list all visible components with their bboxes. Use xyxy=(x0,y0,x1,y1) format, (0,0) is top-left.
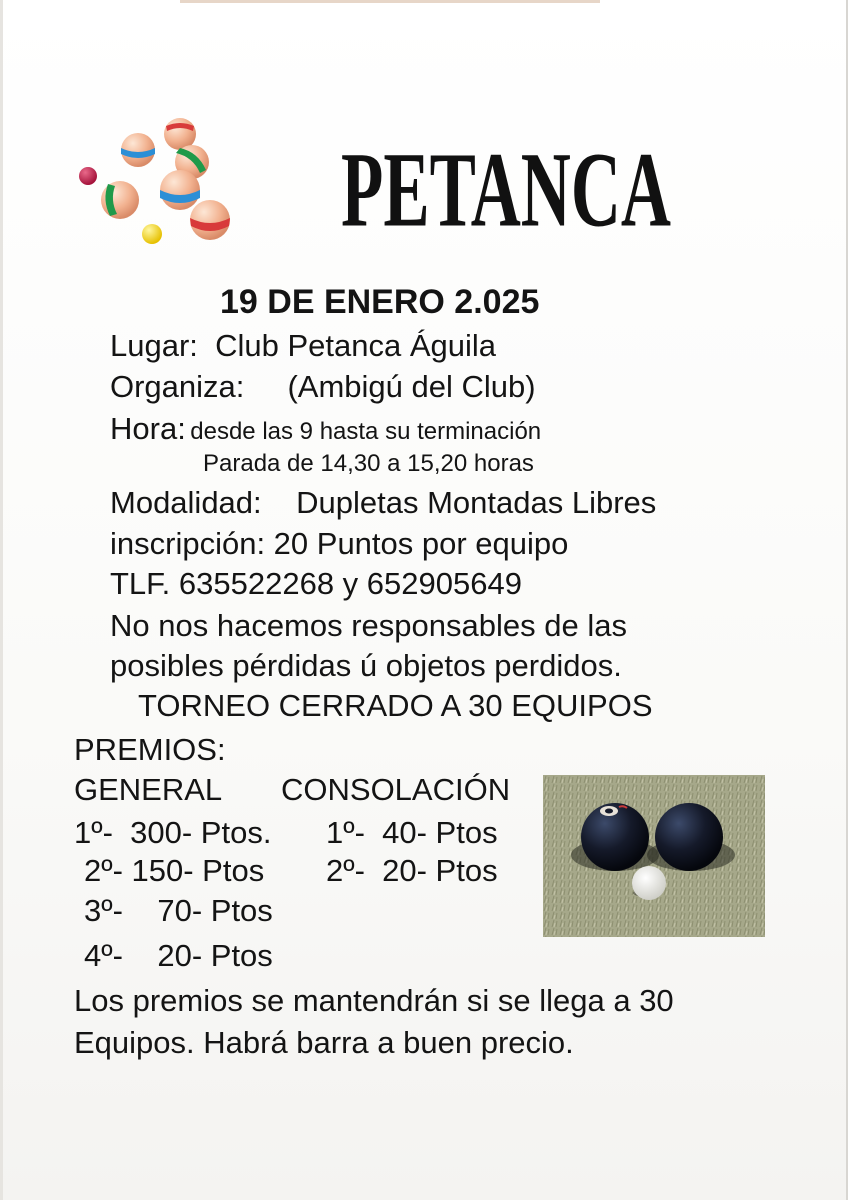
prize-amount: 20- Ptos xyxy=(382,853,498,888)
aviso-line-1: No nos hacemos responsables de las xyxy=(110,608,627,643)
prize-place: 1º- xyxy=(74,815,113,850)
nota-line-1: Los premios se mantendrán si se llega a 30 xyxy=(74,983,674,1018)
parada-text: Parada de 14,30 a 15,20 horas xyxy=(203,450,534,477)
lugar-row xyxy=(110,330,496,361)
event-date: 19 DE ENERO 2.025 xyxy=(220,283,540,321)
prize-amount: 150- Ptos xyxy=(131,853,265,888)
prize-amount: 70- Ptos xyxy=(157,893,273,928)
poster-title-text: PETANCA xyxy=(340,130,671,249)
prize-place: 2º- xyxy=(84,853,123,888)
aviso-line-2: posibles pérdidas ú objetos perdidos. xyxy=(110,648,622,683)
hora-label: Hora: xyxy=(110,411,186,446)
organiza-row xyxy=(110,371,536,402)
prize-amount: 300- Ptos. xyxy=(130,815,272,850)
prize-amount: 40- Ptos xyxy=(382,815,498,850)
prize-amount: 20- Ptos xyxy=(157,938,273,973)
general-prize-4 xyxy=(84,940,273,971)
general-prize-3 xyxy=(84,895,273,926)
prize-place: 3º- xyxy=(84,893,123,928)
consolacion-prize-1 xyxy=(326,817,498,848)
paper-edge-top xyxy=(180,0,600,3)
organiza-label: Organiza: xyxy=(110,369,245,404)
prize-place: 4º- xyxy=(84,938,123,973)
lugar-label: Lugar: xyxy=(110,328,198,363)
nota-line-2: Equipos. Habrá barra a buen precio. xyxy=(74,1025,574,1060)
torneo-text: TORNEO CERRADO A 30 EQUIPOS xyxy=(138,688,653,723)
lugar-value: Club Petanca Águila xyxy=(215,328,497,363)
telefono-text: TLF. 635522268 y 652905649 xyxy=(110,566,522,601)
petanque-balls-illustration xyxy=(72,112,242,252)
organiza-value: (Ambigú del Club) xyxy=(287,369,536,404)
modalidad-row xyxy=(110,487,656,518)
hora-row xyxy=(110,413,541,444)
general-prize-2 xyxy=(84,855,264,886)
general-prize-1 xyxy=(74,817,271,848)
prize-place: 1º- xyxy=(326,815,365,850)
consolacion-prize-2 xyxy=(326,855,498,886)
poster-title xyxy=(336,112,676,252)
premios-title: PREMIOS: xyxy=(74,732,226,767)
hora-value: desde las 9 hasta su terminación xyxy=(190,418,542,445)
general-title: GENERAL xyxy=(74,772,223,807)
consolacion-title: CONSOLACIÓN xyxy=(281,772,511,807)
modalidad-value: Dupletas Montadas Libres xyxy=(296,485,657,520)
modalidad-label: Modalidad: xyxy=(110,485,262,520)
paper-edge xyxy=(0,0,3,1200)
boules-on-grass-photo xyxy=(543,775,765,937)
prize-place: 2º- xyxy=(326,853,365,888)
inscripcion-text: inscripción: 20 Puntos por equipo xyxy=(110,526,569,561)
